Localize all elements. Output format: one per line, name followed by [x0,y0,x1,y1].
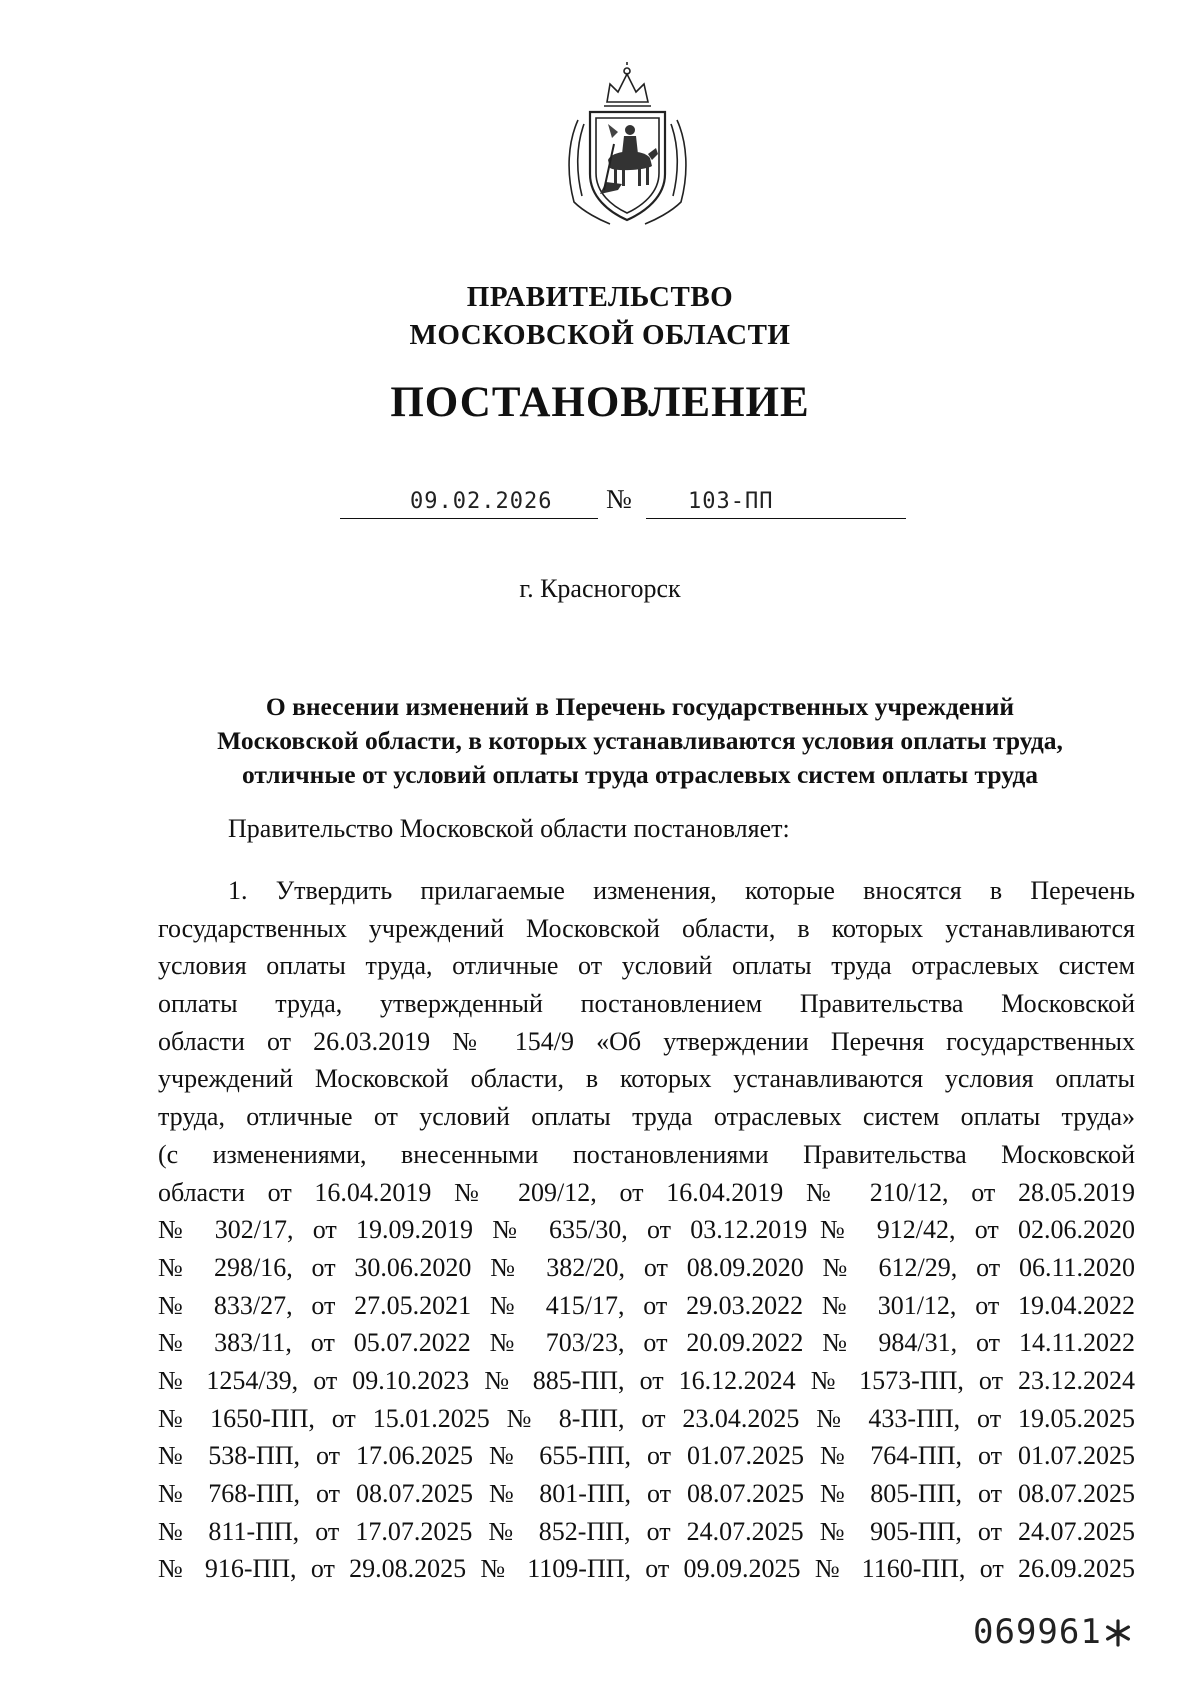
body-line: области от 16.04.2019 № 209/12, от 16.04.2019 № 210/12, от 28.05.2019 [158,1177,1135,1207]
document-title [150,690,1130,792]
registration-date-field [340,476,598,519]
body-line: № 811-ПП, от 17.07.2025 № 852-ПП, от 24.07.2025 № 905-ПП, от 24.07.2025 [158,1516,1135,1546]
document-body [158,872,1135,1588]
body-line: № 1650-ПП, от 15.01.2025 № 8-ПП, от 23.04.2025 № 433-ПП, от 19.05.2025 [158,1403,1135,1433]
preamble: Правительство Московской области постановляет: [228,814,790,843]
body-line: № 538-ПП, от 17.06.2025 № 655-ПП, от 01.07.2025 № 764-ПП, от 01.07.2025 [158,1441,1135,1471]
org-name-line2: МОСКОВСКОЙ ОБЛАСТИ [409,319,791,351]
asterisk-mark-icon [1103,1618,1133,1648]
body-line: № 302/17, от 19.09.2019 № 635/30, от 03.12.2019№ 912/42, от 02.06.2020 [158,1215,1135,1245]
body-line: № 916-ПП, от 29.08.2025 № 1109-ПП, от 09.09.2025 № 1160-ПП, от 26.09.2025 [158,1554,1135,1584]
body-line: № 383/11, от 05.07.2022 № 703/23, от 20.09.2022 № 984/31, от 14.11.2022 [158,1328,1135,1358]
body-line: области от 26.03.2019 № 154/9 «Об утверждении Перечня государственных [158,1026,1135,1056]
body-line: № 768-ПП, от 08.07.2025 № 801-ПП, от 08.07.2025 № 805-ПП, от 08.07.2025 [158,1479,1135,1508]
coat-of-arms-icon [560,62,695,232]
body-line: (с изменениями, внесенными постановлениями Правительства Московской [158,1139,1135,1169]
title-line: О внесении изменений в Перечень государственных учреждений [265,692,1015,721]
body-line: труда, отличные от условий оплаты труда отраслевых систем оплаты труда» [158,1102,1135,1132]
body-line: оплаты труда, утвержденный постановлением Правительства Московской [158,989,1135,1019]
registration-number-field [646,476,906,519]
body-line: № 833/27, от 27.05.2021 № 415/17, от 29.03.2022 № 301/12, от 19.04.2022 [158,1290,1135,1320]
registration-date: 09.02.2026 [410,489,553,514]
city-line: г. Красногорск [519,574,681,603]
body-line: условия оплаты труда, отличные от условий оплаты труда отраслевых систем [158,951,1135,981]
serial-number: 069961 [973,1612,1102,1652]
title-line: Московской области, в которых устанавливаются условия оплаты труда, [217,726,1063,755]
registration-number: 103-ПП [688,489,774,514]
body-line: 1. Утвердить прилагаемые изменения, которые вносятся в Перечень [228,876,1135,905]
body-line: № 1254/39, от 09.10.2023 № 885-ПП, от 16.12.2024 № 1573-ПП, от 23.12.2024 [158,1365,1135,1395]
document-type-heading: ПОСТАНОВЛЕНИЕ [390,379,810,426]
title-line: отличные от условий оплаты труда отраслевых систем оплаты труда [241,760,1038,789]
org-name-line1: ПРАВИТЕЛЬСТВО [466,281,734,313]
body-line: государственных учреждений Московской области, в которых устанавливаются [158,913,1135,943]
number-sign: № [606,484,632,514]
body-line: № 298/16, от 30.06.2020 № 382/20, от 08.09.2020 № 612/29, от 06.11.2020 [158,1252,1135,1282]
body-line: учреждений Московской области, в которых устанавливаются условия оплаты [158,1064,1135,1094]
